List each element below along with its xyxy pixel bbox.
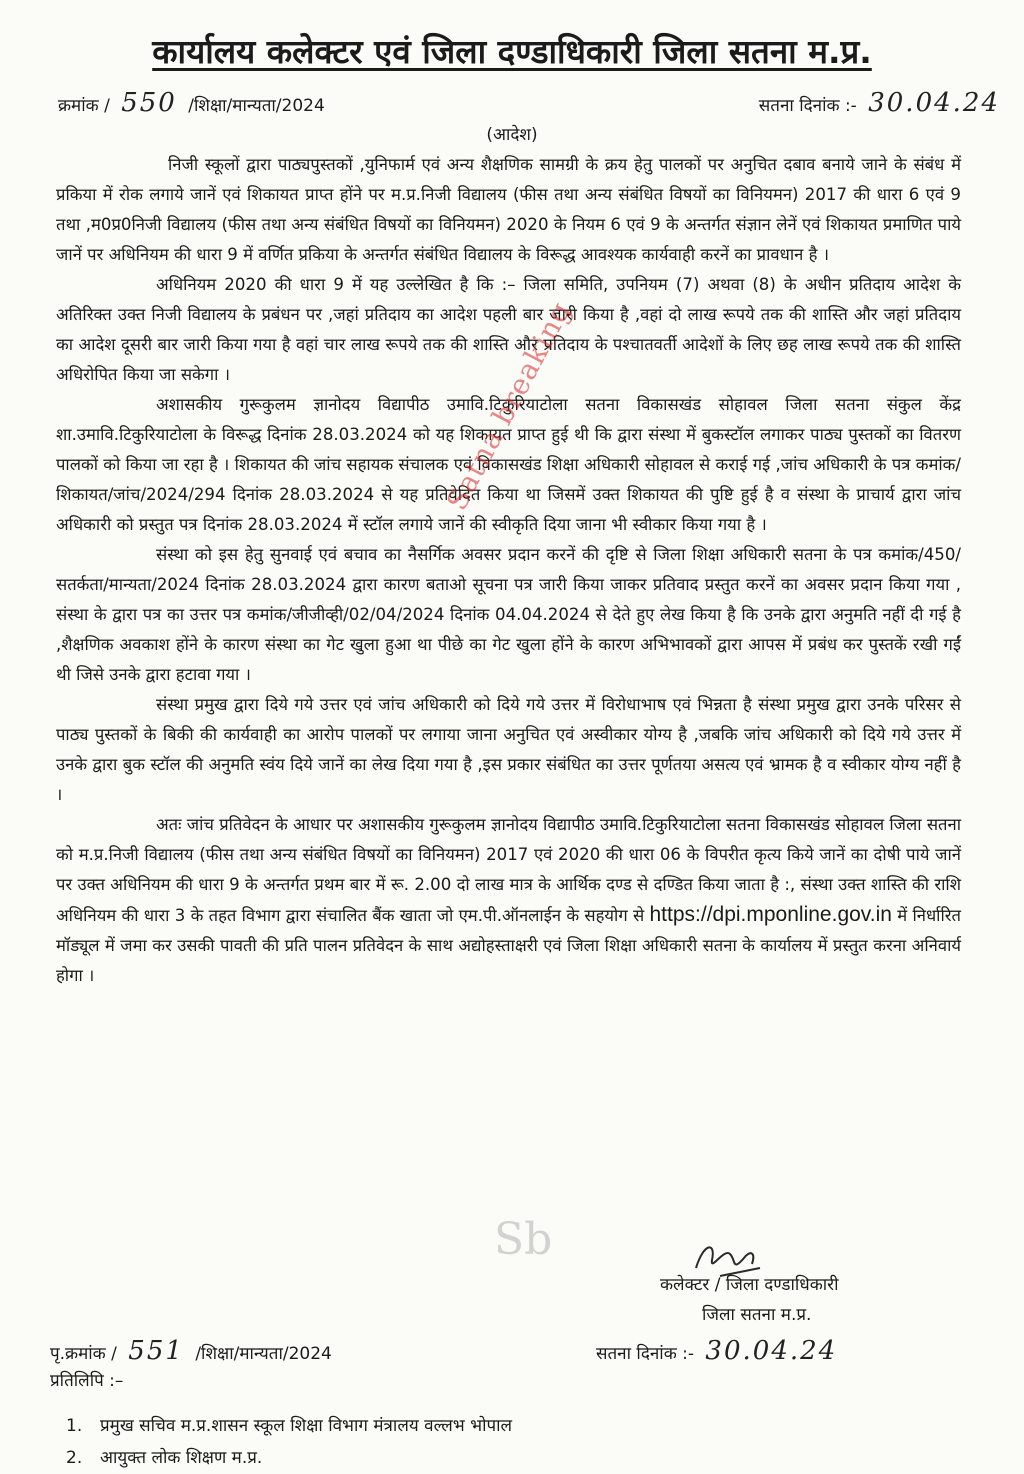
date-value: 30.04.24	[868, 88, 1000, 118]
ref-suffix: /शिक्षा/मान्यता/2024	[188, 96, 325, 116]
order-reference	[58, 88, 325, 118]
order-date	[759, 88, 1006, 118]
ref-prefix: क्रमांक /	[58, 96, 110, 116]
paragraph: संस्था को इस हेतु सुनवाई एवं बचाव का नैसर्गिक अवसर प्रदान करनें की दृष्टि से जिला शिक्षा अधिकारी सतना के पत्र कमांक/450/सतर्कता/मान्यता/2024 दिनांक 28.03.2024 द्वारा कारण बताओ सूचना पत्र जारी किया जाकर प्रतिवाद प्रस्तुत करनें का अवसर प्रदान किया गया , संस्था के द्वारा पत्र का उत्तर पत्र कमांक/जीजीव्ही/02/04/2024 दिनांक 04.04.2024 से देते हुए लेख किया है कि उनके द्वारा अनुमति नहीं दी गई है ,शैक्षणिक अवकाश होंने के कारण संस्था का गेट खुला हुआ था पीछे का गेट खुला होंने के कारण अभिभावकों द्वारा आपस में प्रबंध कर पुस्तकें रखी गईं थी जिसे उनके द्वारा हटावा गया ।	[56, 545, 961, 684]
copy-date	[596, 1336, 843, 1366]
payment-url: https://dpi.mponline.gov.in	[649, 903, 892, 926]
ref-number: 550	[121, 88, 177, 118]
list-item	[66, 1442, 512, 1474]
signature-block	[660, 1270, 839, 1330]
order-heading: (आदेश)	[486, 125, 538, 145]
item-text: प्रमुख सचिव म.प्र.शासन स्कूल शिक्षा विभाग मंत्रालय वल्लभ भोपाल	[100, 1416, 513, 1436]
copy-ref-suffix: /शिक्षा/मान्यता/2024	[195, 1344, 332, 1364]
center-watermark: Sb	[494, 1214, 553, 1265]
final-paragraph	[56, 810, 961, 991]
item-number: 1.	[66, 1416, 83, 1436]
paragraph: निजी स्कूलों द्वारा पाठ्यपुस्तकों ,युनिफार्म एवं अन्य शैक्षणिक सामग्री के क्रय हेतु पालकों पर अनुचित दबाव बनाये जाने के संबंध में प्रकिया में रोक लगाये जानें एवं शिकायत प्राप्त होंने पर म.प्र.निजी विद्यालय (फीस तथा अन्य संबंधित विषयों का विनियमन) 2017 की धारा 6 एवं 9 तथा ,म0प्र0निजी विद्यालय (फीस तथा अन्य संबंधित विषयों का विनियमन) 2020 के नियम 6 एवं 9 के अन्तर्गत संज्ञान लेनें एवं शिकायत प्रमाणित पाये जानें पर अधिनियम की धारा 9 में वर्णित प्रकिया के अन्तर्गत संबंधित विद्यालय के विरूद्ध आवश्यक कार्यवाही करनें का प्रावधान है ।	[56, 155, 961, 264]
final-text-end: में निर्धारित मॉड्यूल में जमा कर उसकी पावती की प्रति पालन प्रतिवेदन के साथ अद्योहस्ताक्षरी एवं जिला शिक्षा अधिकारी सतना के कार्यालय में प्रस्तुत करना अनिवार्य होगा ।	[56, 906, 961, 985]
copy-date-value: 30.04.24	[705, 1336, 838, 1366]
copy-date-label: सतना दिनांक :-	[596, 1344, 695, 1364]
signatory-district: जिला सतना म.प्र.	[702, 1305, 812, 1325]
paragraph: अशासकीय गुरूकुलम ज्ञानोदय विद्यापीठ उमावि.टिकुरियाटोला सतना विकासखंड सोहावल जिला सतना संकुल केंद्र शा.उमावि.टिकुरियाटोला के विरूद्ध दिनांक 28.03.2024 को यह शिकायत प्राप्त हुई थी कि द्वारा संस्था में बुकस्टॉल लगाकर पाठ्य पुस्तकों का वितरण पालकों को किया जा रहा है । शिकायत की जांच सहायक संचालक एवं विकासखंड शिक्षा अधिकारी सोहावल से कराई गई ,जांच अधिकारी के पत्र कमांक/शिकायत/जांच/2024/294 दिनांक 28.03.2024 से यह प्रतिवेदित किया था जिसमें उक्त शिकायत की पुष्टि हुई है व संस्था के प्राचार्य द्वारा जांच अधिकारी को प्रस्तुत पत्र दिनांक 28.03.2024 में स्टॉल लगाये जानें की स्वीकृति दिया जाना भी स्वीकार किया गया है ।	[56, 395, 961, 534]
paragraph: संस्था प्रमुख द्वारा दिये गये उत्तर एवं जांच अधिकारी को दिये गये उत्तर में विरोधाभाष एवं भिन्नता है संस्था प्रमुख द्वारा उनके परिसर से पाठ्य पुस्तकों के बिकी की कार्यवाही का आरोप पालकों पर लगाया जाना अनुचित एवं अस्वीकार योग्य है ,जबकि जांच अधिकारी को दिये गये उत्तर में उनके द्वारा बुक स्टॉल की अनुमति स्वंय दिये जानें का लेख दिया गया है ,इस प्रकार संबंधित का उत्तर पूर्णतया असत्य एवं भ्रामक है व स्वीकार योग्य नहीं है ।	[56, 695, 961, 804]
order-body	[56, 150, 961, 991]
date-label: सतना दिनांक :-	[758, 96, 857, 116]
paragraph: अधिनियम 2020 की धारा 9 में यह उल्लेखित है कि :– जिला समिति, उपनियम (7) अथवा (8) के अधीन प्रतिदाय आदेश के अतिरिक्त उक्त निजी विद्यालय के प्रबंधन पर ,जहां प्रतिदाय का आदेश पहली बार जारी किया है ,वहां दो लाख रूपये तक की शास्ति और जहां प्रतिदाय का आदेश दूसरी बार जारी किया गया है वहां चार लाख रूपये तक की शास्ति और प्रतिदाय के पश्चातवर्ती आदेशों के लिए छह लाख रूपये तक की शास्ति अधिरोपित किया जा सकेगा ।	[56, 275, 961, 384]
signatory-title: कलेक्टर / जिला दण्डाधिकारी	[660, 1275, 839, 1295]
copy-ref-prefix: पृ.क्रमांक /	[50, 1344, 117, 1364]
final-text-start: अतः जांच प्रतिवेदन के आधार पर अशासकीय गुरूकुलम ज्ञानोदय विद्यापीठ उमावि.टिकुरियाटोला सतना विकासखंड सोहावल जिला सतना को म.प्र.निजी विद्यालय (फीस तथा अन्य संबंधित विषयों का विनियमन) 2017 एवं 2020 की धारा 06 के विपरीत कृत्य किये जानें का दोषी पाये जानें पर उक्त अधिनियम की धारा 9 के अन्तर्गत प्रथम बार में रू. 2.00 दो लाख मात्र के आर्थिक दण्ड से दण्डित किया जाता है :, संस्था उक्त शास्ति की राशि अधिनियम की धारा 3 के तहत विभाग द्वारा संचालित बैंक खाता जो एम.पी.ऑनलाईन के सहयोग से	[56, 815, 961, 925]
copy-reference	[50, 1336, 332, 1366]
item-text: आयुक्त लोक शिक्षण म.प्र.	[100, 1448, 263, 1468]
office-title: कार्यालय कलेक्टर एवं जिला दण्डाधिकारी जिला सतना म.प्र.	[152, 32, 872, 71]
copy-label: प्रतिलिपि :–	[50, 1371, 124, 1391]
list-item	[66, 1410, 512, 1442]
copy-recipient-list	[66, 1410, 512, 1474]
copy-ref-number: 551	[128, 1336, 184, 1366]
diagonal-watermark: Satna breaking	[440, 295, 578, 516]
item-number: 2.	[66, 1448, 83, 1468]
